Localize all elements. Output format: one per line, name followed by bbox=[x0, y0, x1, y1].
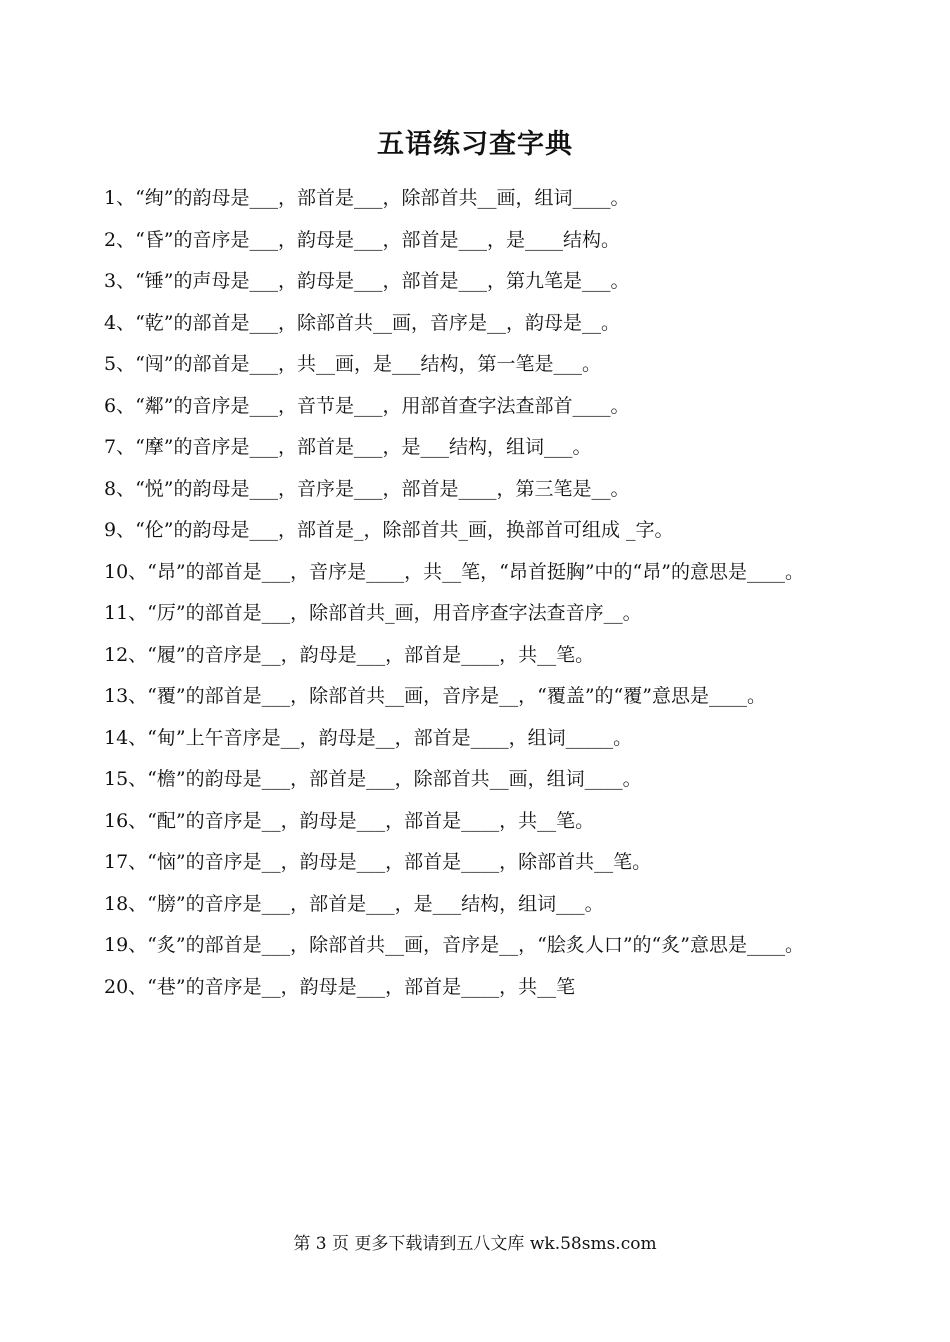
question-item: 6、“鄰”的音序是___，音节是___，用部首查字法查部首____。 bbox=[104, 394, 630, 417]
question-item: 9、“伦”的韵母是___，部首是_，除部首共_画，换部首可组成 _字。 bbox=[104, 519, 674, 541]
question-item: 16、“配”的音序是__，韵母是___，部首是____，共__笔。 bbox=[104, 809, 595, 832]
question-item: 8、“悦”的韵母是___，音序是___，部首是____，第三笔是__。 bbox=[104, 477, 630, 500]
question-item: 19、“炙”的部首是___，除部首共__画，音序是__，“脍炙人口”的“炙”意思是____。 bbox=[104, 934, 804, 956]
question-item: 10、“昂”的部首是___，音序是____，共__笔，“昂首挺胸”中的“昂”的意思是____。 bbox=[104, 560, 804, 583]
question-item: 12、“履”的音序是__，韵母是___，部首是____，共__笔。 bbox=[104, 643, 595, 666]
question-item: 4、“乾”的部首是___，除部首共__画，音序是__，韵母是__。 bbox=[104, 311, 621, 334]
page-footer: 第 3 页 更多下载请到五八文库 wk.58sms.com bbox=[293, 1234, 657, 1254]
page-title: 五语练习查字典 bbox=[377, 129, 573, 160]
question-item: 11、“厉”的部首是___，除部首共_画，用音序查字法查音序__。 bbox=[104, 602, 642, 624]
question-item: 7、“摩”的音序是___，部首是___，是___结构，组词___。 bbox=[104, 436, 592, 458]
question-item: 2、“昏”的音序是___，韵母是___，部首是___，是____结构。 bbox=[104, 228, 621, 251]
question-item: 5、“闯”的部首是___，共__画，是___结构，第一笔是___。 bbox=[104, 353, 602, 375]
question-item: 1、“绚”的韵母是___，部首是___，除部首共__画，组词____。 bbox=[104, 187, 630, 209]
question-item: 15、“檐”的韵母是___，部首是___，除部首共__画，组词____。 bbox=[104, 768, 642, 790]
question-item: 20、“巷”的音序是__，韵母是___，部首是____，共__笔 bbox=[104, 975, 576, 998]
question-item: 17、“恼”的音序是__，韵母是___，部首是____，除部首共__笔。 bbox=[104, 851, 652, 873]
question-item: 18、“膀”的音序是___，部首是___，是___结构，组词___。 bbox=[104, 892, 604, 915]
question-list bbox=[104, 178, 848, 1008]
question-item: 13、“覆”的部首是___，除部首共__画，音序是__，“覆盖”的“覆”意思是____。 bbox=[104, 685, 766, 707]
question-item: 3、“锤”的声母是___，韵母是___，部首是___，第九笔是___。 bbox=[104, 270, 630, 292]
question-item: 14、“甸”上午音序是__，韵母是__，部首是____，组词_____。 bbox=[104, 726, 633, 749]
